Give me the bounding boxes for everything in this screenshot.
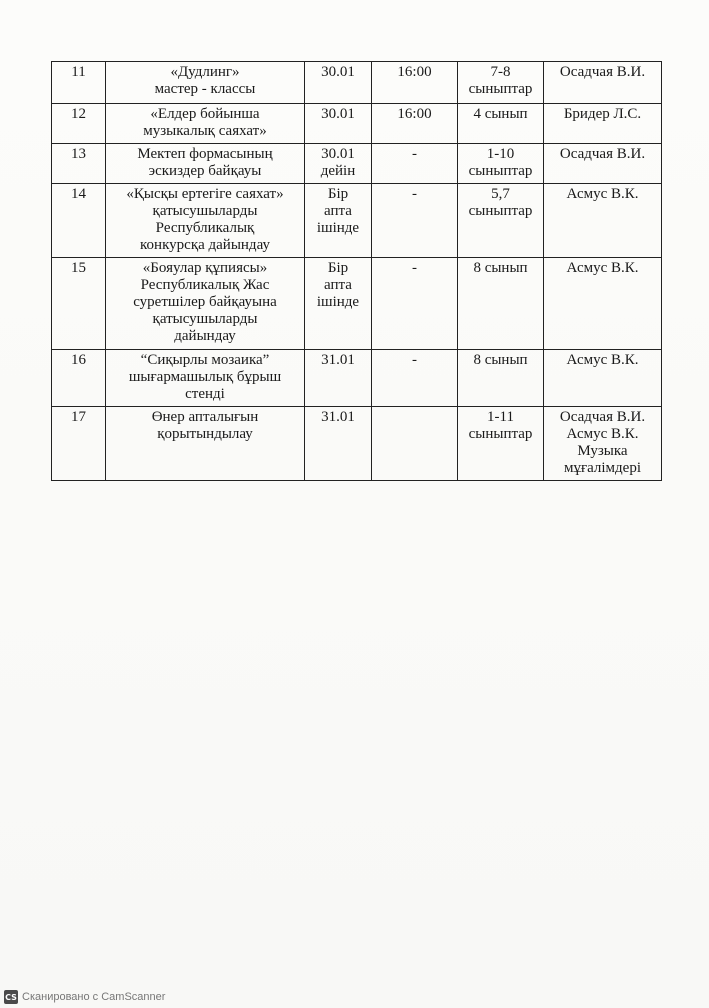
event-date-line: Бір bbox=[327, 186, 349, 202]
events-table-body bbox=[52, 62, 662, 481]
event-grades bbox=[458, 144, 544, 184]
event-name-line: Мектеп формасының bbox=[137, 146, 273, 162]
event-name-line: «Дудлинг» bbox=[170, 64, 240, 80]
event-name bbox=[106, 144, 305, 184]
event-date bbox=[305, 407, 372, 481]
event-name-line: қатысушыларды bbox=[152, 311, 258, 327]
event-name bbox=[106, 258, 305, 350]
table-row bbox=[52, 144, 662, 184]
event-grades bbox=[458, 184, 544, 258]
scanner-watermark-text: Сканировано с CamScanner bbox=[22, 991, 166, 1003]
event-name bbox=[106, 104, 305, 144]
responsible-person bbox=[544, 62, 662, 104]
event-date-line: ішінде bbox=[316, 294, 360, 310]
event-name-line: шығармашылық бұрыш bbox=[128, 369, 282, 385]
event-date-line: 30.01 bbox=[321, 64, 355, 80]
event-name bbox=[106, 184, 305, 258]
event-grades-line: 8 сынып bbox=[473, 260, 528, 276]
event-grades bbox=[458, 350, 544, 407]
event-grades bbox=[458, 258, 544, 350]
row-number: 17 bbox=[52, 407, 106, 481]
event-time: - bbox=[372, 350, 458, 407]
event-name-line: Өнер апталығын bbox=[151, 409, 259, 425]
event-name-line: Республикалық Жас bbox=[140, 277, 270, 293]
row-number: 16 bbox=[52, 350, 106, 407]
event-date-line: апта bbox=[324, 203, 352, 219]
event-time: 16:00 bbox=[372, 104, 458, 144]
event-name-line: «Қысқы ертегіге саяхат» bbox=[126, 186, 284, 202]
event-name bbox=[106, 62, 305, 104]
responsible-person-line: Музыка bbox=[577, 443, 628, 459]
event-grades-line: сыныптар bbox=[468, 203, 533, 219]
event-name-line: конкурсқа дайындау bbox=[140, 237, 270, 253]
event-grades bbox=[458, 104, 544, 144]
row-number: 13 bbox=[52, 144, 106, 184]
event-time bbox=[372, 407, 458, 481]
event-grades-line: 1-10 bbox=[486, 146, 515, 162]
event-name-line: «Бояулар құпиясы» bbox=[142, 260, 268, 276]
event-grades bbox=[458, 62, 544, 104]
event-grades-line: сыныптар bbox=[468, 163, 533, 179]
event-grades-line: 5,7 bbox=[491, 186, 510, 202]
event-name-line: Республикалық bbox=[155, 220, 255, 236]
responsible-person bbox=[544, 407, 662, 481]
event-name-line: стенді bbox=[185, 386, 225, 402]
event-date-line: 30.01 bbox=[321, 106, 355, 122]
event-grades-line: 1-11 bbox=[487, 409, 514, 425]
responsible-person bbox=[544, 104, 662, 144]
event-time: - bbox=[372, 144, 458, 184]
event-date-line: Бір bbox=[327, 260, 349, 276]
responsible-person bbox=[544, 184, 662, 258]
event-grades-line: 7-8 bbox=[490, 64, 511, 80]
responsible-person-line: Осадчая В.И. bbox=[559, 409, 646, 425]
event-time: - bbox=[372, 258, 458, 350]
events-table bbox=[51, 61, 662, 481]
row-number: 12 bbox=[52, 104, 106, 144]
row-number: 15 bbox=[52, 258, 106, 350]
event-name-line: суретшілер байқауына bbox=[133, 294, 277, 310]
event-date bbox=[305, 62, 372, 104]
event-grades bbox=[458, 407, 544, 481]
table-row bbox=[52, 350, 662, 407]
event-grades-line: 8 сынып bbox=[473, 352, 528, 368]
event-time: 16:00 bbox=[372, 62, 458, 104]
event-name-line: эскиздер байқауы bbox=[148, 163, 262, 179]
event-name-line: қорытындылау bbox=[157, 426, 253, 442]
scanner-watermark bbox=[4, 990, 165, 1004]
event-name bbox=[106, 407, 305, 481]
table-row bbox=[52, 407, 662, 481]
event-grades-line: сыныптар bbox=[468, 81, 533, 97]
responsible-person-line: Асмус В.К. bbox=[566, 186, 639, 202]
event-name-line: музыкалық саяхат» bbox=[143, 123, 267, 139]
event-date-line: 31.01 bbox=[321, 352, 355, 368]
table-row bbox=[52, 258, 662, 350]
responsible-person bbox=[544, 144, 662, 184]
responsible-person bbox=[544, 350, 662, 407]
event-name-line: «Елдер бойынша bbox=[150, 106, 260, 122]
event-time: - bbox=[372, 184, 458, 258]
event-date bbox=[305, 350, 372, 407]
responsible-person-line: Асмус В.К. bbox=[566, 260, 639, 276]
event-date bbox=[305, 104, 372, 144]
event-name bbox=[106, 350, 305, 407]
row-number: 14 bbox=[52, 184, 106, 258]
responsible-person-line: Бридер Л.С. bbox=[563, 106, 642, 122]
event-date-line: ішінде bbox=[316, 220, 360, 236]
event-date bbox=[305, 184, 372, 258]
event-grades-line: 4 сынып bbox=[473, 106, 528, 122]
event-name-line: мастер - классы bbox=[154, 81, 256, 97]
camscanner-logo-icon: CS bbox=[4, 990, 18, 1004]
event-date bbox=[305, 258, 372, 350]
responsible-person-line: Асмус В.К. bbox=[566, 352, 639, 368]
event-date bbox=[305, 144, 372, 184]
responsible-person-line: Осадчая В.И. bbox=[559, 64, 646, 80]
event-grades-line: сыныптар bbox=[468, 426, 533, 442]
event-name-line: дайындау bbox=[174, 328, 236, 344]
responsible-person bbox=[544, 258, 662, 350]
event-date-line: дейін bbox=[320, 163, 356, 179]
table-row bbox=[52, 184, 662, 258]
responsible-person-line: мұғалімдері bbox=[563, 460, 642, 476]
event-name-line: “Сиқырлы мозаика” bbox=[140, 352, 270, 368]
event-date-line: 30.01 bbox=[321, 146, 355, 162]
responsible-person-line: Асмус В.К. bbox=[566, 426, 639, 442]
table-row bbox=[52, 104, 662, 144]
event-date-line: 31.01 bbox=[321, 409, 355, 425]
event-date-line: апта bbox=[324, 277, 352, 293]
row-number: 11 bbox=[52, 62, 106, 104]
event-name-line: қатысушыларды bbox=[152, 203, 258, 219]
responsible-person-line: Осадчая В.И. bbox=[559, 146, 646, 162]
table-row bbox=[52, 62, 662, 104]
